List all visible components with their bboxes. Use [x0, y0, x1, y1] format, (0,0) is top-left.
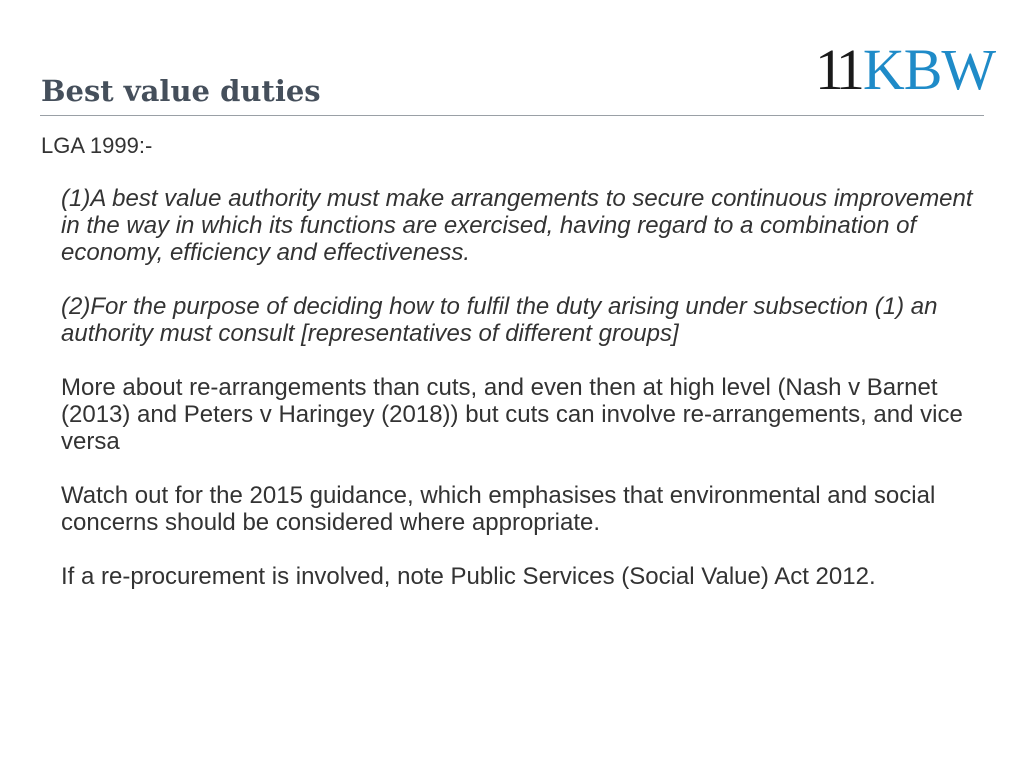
- quote-subsection-2: (2)For the purpose of deciding how to fulfil the duty arising under subsection (1) an authority must consult [representatives of different groups]: [61, 293, 938, 347]
- quote-subsection-1: (1)A best value authority must make arrangements to secure continuous improvement in the way in which its functions are exercised, having regard to a combination of economy, efficiency and effectiveness.: [61, 185, 973, 266]
- slide-body: [41, 132, 981, 617]
- commentary-rearrangements: More about re-arrangements than cuts, and even then at high level (Nash v Barnet (2013) and Peters v Haringey (2018)) but cuts can involve re-arrangements, and vice versa: [61, 374, 963, 455]
- slide-title: Best value duties: [41, 74, 321, 108]
- logo-brand: KBW: [862, 37, 996, 102]
- commentary-social-value-act: If a re-procurement is involved, note Public Services (Social Value) Act 2012.: [61, 563, 876, 590]
- statute-reference: LGA 1999:-: [41, 133, 153, 158]
- logo-number: 11: [815, 37, 859, 102]
- commentary-guidance: Watch out for the 2015 guidance, which emphasises that environmental and social concerns should be considered where appropriate.: [61, 482, 936, 536]
- title-divider: [40, 115, 984, 116]
- firm-logo: [815, 37, 996, 102]
